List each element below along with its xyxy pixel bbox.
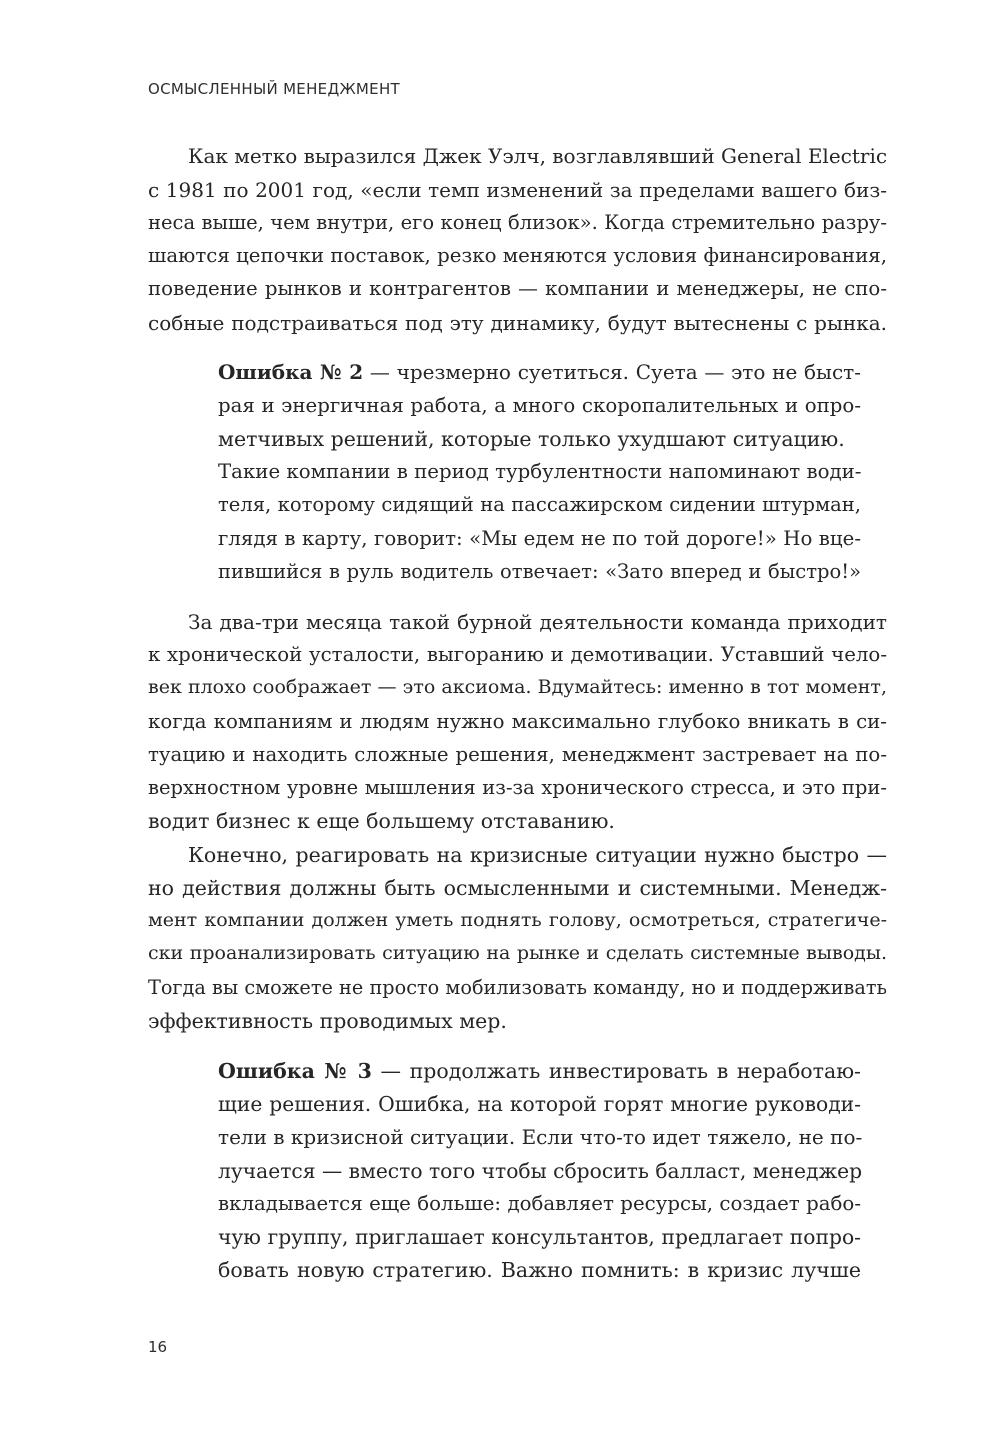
page-number: 16 xyxy=(148,1338,168,1356)
inset-line: метчивых решений, которые только ухудшают ситуацию. xyxy=(218,427,845,451)
paragraph-line: шаются цепочки поставок, резко меняются условия финансирования, xyxy=(148,244,887,267)
inset-line: лучается — вместо того чтобы сбросить балласт, менеджер xyxy=(218,1159,863,1183)
mistake-3-label: Ошибка № 3 xyxy=(218,1059,372,1083)
paragraph-line: к хронической усталости, выгоранию и демотивации. Уставший чело- xyxy=(148,643,887,666)
inset-line: теля, которому сидящий на пассажирском сидении штурман, xyxy=(218,493,861,516)
paragraph-line: верхностном уровне мышления из-за хронического стресса, и это при- xyxy=(148,776,887,799)
paragraph-line: мент компании должен уметь поднять голову, осмотреться, стратегиче- xyxy=(148,909,887,931)
mistake-2-label: Ошибка № 2 xyxy=(218,360,364,384)
inset-line: Такие компании в период турбулентности напоминают води- xyxy=(218,460,862,483)
paragraph-line: Конечно, реагировать на кризисные ситуации нужно быстро — xyxy=(188,843,887,867)
paragraph-line: эффективность проводимых мер. xyxy=(148,1009,507,1033)
mistake-2-first-line xyxy=(218,360,861,384)
mistake-3-first-line xyxy=(218,1059,861,1083)
paragraph-line: ски проанализировать ситуацию на рынке и сделать системные выводы. xyxy=(148,942,887,964)
mistake-2-lead: — чрезмерно суетиться. Суета — это не быст- xyxy=(363,360,862,384)
paragraph-line: с 1981 по 2001 год, «если темп изменений за пределами вашего биз- xyxy=(148,178,887,202)
inset-line: пившийся в руль водитель отвечает: «Зато вперед и быстро!» xyxy=(218,560,861,583)
paragraph-line: туацию и находить сложные решения, менеджмент застревает на по- xyxy=(148,743,887,766)
paragraph-line: Как метко выразился Джек Уэлч, возглавлявший General Electric xyxy=(188,144,888,168)
paragraph-line: когда компаниям и людям нужно максимально глубоко вникать в си- xyxy=(148,710,887,733)
inset-line: щие решения. Ошибка, на которой горят многие руководи- xyxy=(218,1092,861,1116)
paragraph-line: водит бизнес к еще большему отставанию. xyxy=(148,809,615,833)
paragraph-line: поведение рынков и контрагентов — компании и менеджеры, не спо- xyxy=(148,277,887,300)
paragraph-line: Тогда вы сможете не просто мобилизовать команду, но и поддерживать xyxy=(148,976,887,999)
paragraph-line: но действия должны быть осмысленными и системными. Менедж- xyxy=(148,876,887,900)
paragraph-line: век плохо соображает — это аксиома. Вдумайтесь: именно в тот момент, xyxy=(148,676,887,698)
inset-line: чую группу, приглашает консультантов, предлагает попро- xyxy=(218,1225,861,1249)
running-title: ОСМЫСЛЕННЫЙ МЕНЕДЖМЕНТ xyxy=(148,80,400,98)
paragraph-line: собные подстраиваться под эту динамику, будут вытеснены с рынка. xyxy=(148,311,887,335)
inset-line: глядя в карту, говорит: «Мы едем не по той дороге!» Но вце- xyxy=(218,527,861,550)
paragraph-line: неса выше, чем внутри, его конец близок». Когда стремительно разру- xyxy=(148,211,887,234)
inset-line: тели в кризисной ситуации. Если что-то идет тяжело, не по- xyxy=(218,1125,863,1149)
inset-line: бовать новую стратегию. Важно помнить: в кризис лучше xyxy=(218,1258,861,1282)
paragraph-line: За два-три месяца такой бурной деятельности команда приходит xyxy=(188,610,887,634)
inset-line: вкладывается еще больше: добавляет ресурсы, создает рабо- xyxy=(218,1192,861,1215)
inset-line: рая и энергичная работа, а много скоропалительных и опро- xyxy=(218,394,861,417)
mistake-3-lead: — продолжать инвестировать в неработаю- xyxy=(371,1059,861,1083)
